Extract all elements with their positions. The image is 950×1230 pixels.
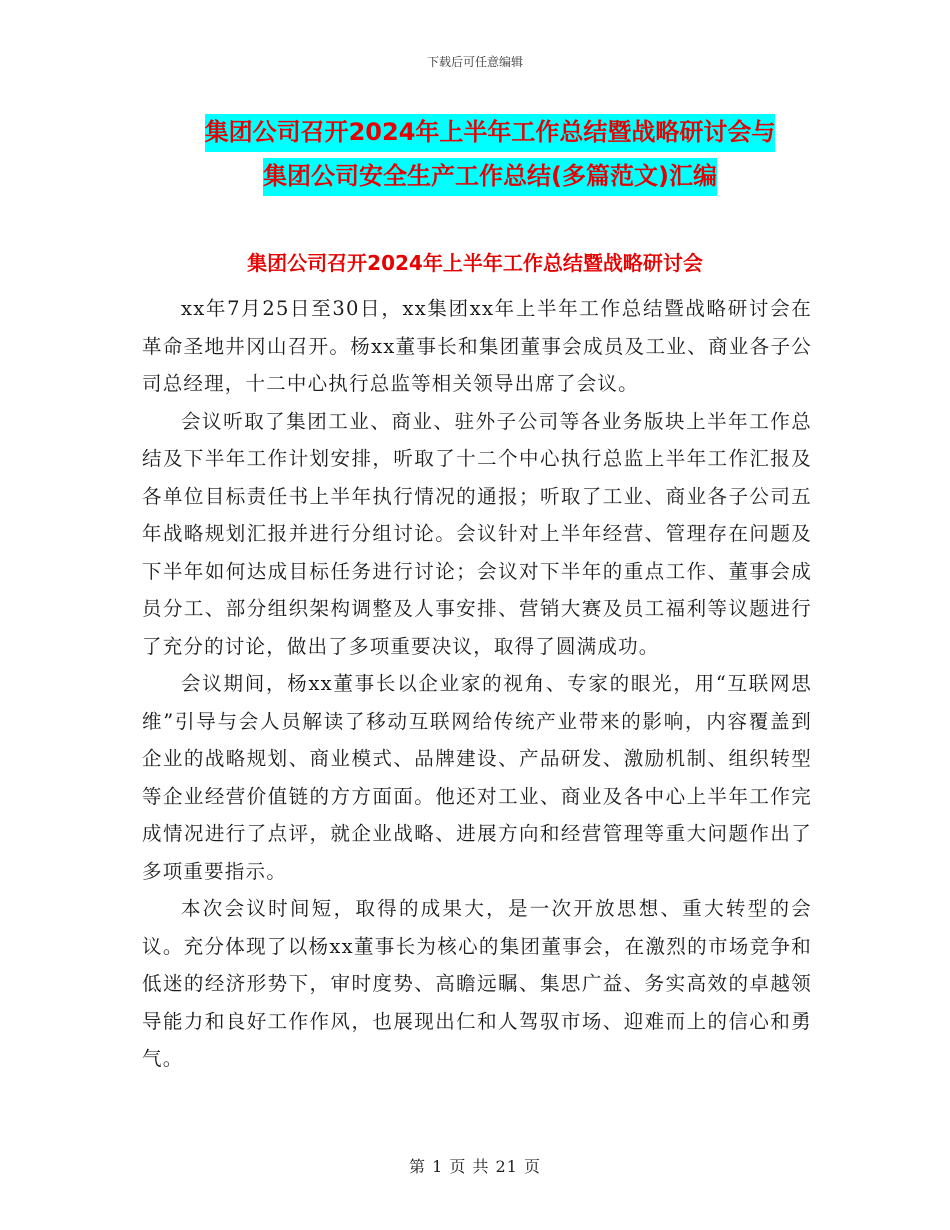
section-title: 集团公司召开2024年上半年工作总结暨战略研讨会 xyxy=(247,251,703,275)
paragraph: xx年7月25日至30日，xx集团xx年上半年工作总结暨战略研讨会在革命圣地井冈山召开。杨xx董事长和集团董事会成员及工业、商业各子公司总经理，十二中心执行总监等相关领导出席了会议。 xyxy=(142,297,812,395)
document-title-line-2: 集团公司安全生产工作总结(多篇范文)汇编 xyxy=(263,158,717,196)
paragraph: 本次会议时间短，取得的成果大，是一次开放思想、重大转型的会议。充分体现了以杨xx董事长为核心的集团董事会，在激烈的市场竞争和低迷的经济形势下，审时度势、高瞻远瞩、集思广益、务实高效的卓越领导能力和良好工作作风，也展现出仁和人驾驭市场、迎难而上的信心和勇气。 xyxy=(142,897,812,1070)
page-number: 第 1 页 共 21 页 xyxy=(409,1157,541,1176)
document-title xyxy=(140,110,840,198)
header-note: 下载后可任意编辑 xyxy=(426,55,523,69)
document-title-line-1: 集团公司召开2024年上半年工作总结暨战略研讨会与 xyxy=(205,114,776,152)
paragraph: 会议期间，杨xx董事长以企业家的视角、专家的眼光，用“互联网思维”引导与会人员解读了移动互联网给传统产业带来的影响，内容覆盖到企业的战略规划、商业模式、品牌建设、产品研发、激励机制、组织转型等企业经营价值链的方方面面。他还对工业、商业及各中心上半年工作完成情况进行了点评，就企业战略、进展方向和经营管理等重大问题作出了多项重要指示。 xyxy=(142,672,812,883)
paragraph: 会议听取了集团工业、商业、驻外子公司等各业务版块上半年工作总结及下半年工作计划安排，听取了十二个中心执行总监上半年工作汇报及各单位目标责任书上半年执行情况的通报；听取了工业、商业各子公司五年战略规划汇报并进行分组讨论。会议针对上半年经营、管理存在问题及下半年如何达成目标任务进行讨论；会议对下半年的重点工作、董事会成员分工、部分组织架构调整及人事安排、营销大赛及员工福利等议题进行了充分的讨论，做出了多项重要决议，取得了圆满成功。 xyxy=(142,409,812,658)
document-body xyxy=(142,290,812,1078)
